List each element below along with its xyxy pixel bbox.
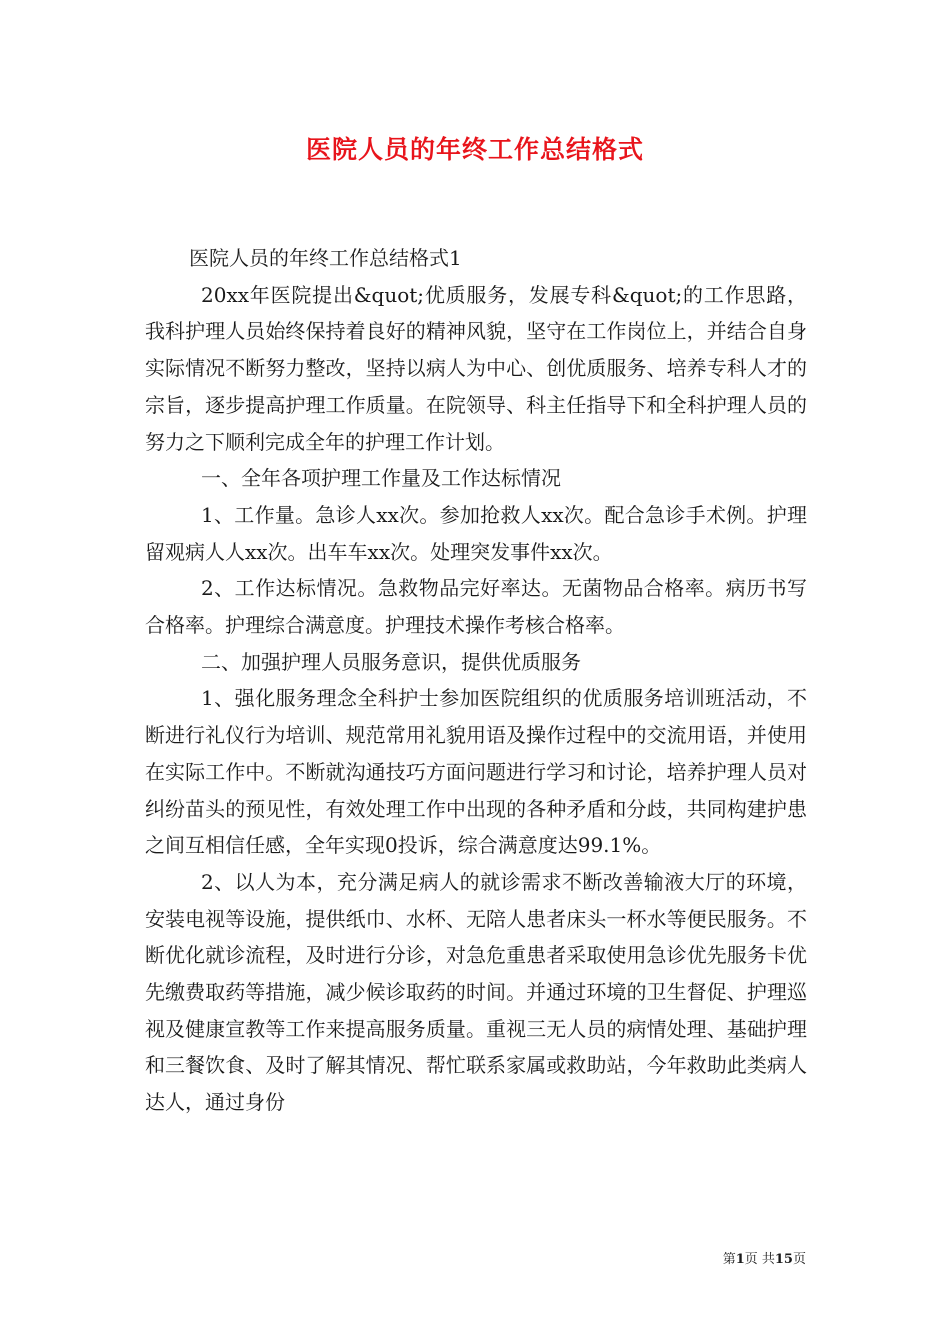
section-heading-1: 一、全年各项护理工作量及工作达标情况 bbox=[201, 466, 561, 491]
footer-total-pages: 15 bbox=[774, 1252, 793, 1267]
footer-prefix: 第 bbox=[722, 1252, 736, 1267]
paragraph-intro: 20xx年医院提出&quot;优质服务，发展专科&quot;的工作思路，我科护理人员始终保持着良好的精神风貌，坚守在工作岗位上，并结合自身实际情况不断努力整改，坚持以病人为中心、创优质服务、培养专科人才的宗旨，逐步提高护理工作质量。在院领导、科主任指导下和全科护理人员的努力之下顺利完成全年的护理工作计划。 bbox=[145, 282, 807, 454]
document-title: 医院人员的年终工作总结格式 bbox=[305, 135, 644, 164]
paragraph-standards: 2、工作达标情况。急救物品完好率达。无菌物品合格率。病历书写合格率。护理综合满意度。护理技术操作考核合格率。 bbox=[145, 576, 807, 638]
document-body bbox=[145, 240, 807, 1121]
paragraph-people-oriented: 2、以人为本，充分满足病人的就诊需求不断改善输液大厅的环境，安装电视等设施，提供纸巾、水杯、无陪人患者床头一杯水等便民服务。不断优化就诊流程，及时进行分诊，对急危重患者采取使用急诊优先服务卡优先缴费取药等措施，减少候诊取药的时间。并通过环境的卫生督促、护理巡视及健康宣教等工作来提高服务质量。重视三无人员的病情处理、基础护理和三餐饮食、及时了解其情况、帮忙联系家属或救助站，今年救助此类病人达人，通过身份 bbox=[145, 869, 807, 1115]
section-heading-2: 二、加强护理人员服务意识，提供优质服务 bbox=[201, 649, 581, 674]
footer-middle: 页 共 bbox=[744, 1252, 775, 1267]
paragraph-service-concept: 1、强化服务理念全科护士参加医院组织的优质服务培训班活动，不断进行礼仪行为培训、规范常用礼貌用语及操作过程中的交流用语，并使用在实际工作中。不断就沟通技巧方面问题进行学习和讨论，培养护理人员对纠纷苗头的预见性，有效处理工作中出现的各种矛盾和分歧，共同构建护患之间互相信任感，全年实现0投诉，综合满意度达99.1%。 bbox=[145, 686, 807, 858]
paragraph-workload: 1、工作量。急诊人xx次。参加抢救人xx次。配合急诊手术例。护理留观病人人xx次。出车车xx次。处理突发事件xx次。 bbox=[145, 502, 807, 564]
page-footer bbox=[723, 1248, 806, 1267]
paragraph-subtitle: 医院人员的年终工作总结格式1 bbox=[189, 246, 462, 270]
footer-page-number: 1 bbox=[735, 1252, 745, 1267]
footer-suffix: 页 bbox=[792, 1252, 806, 1267]
